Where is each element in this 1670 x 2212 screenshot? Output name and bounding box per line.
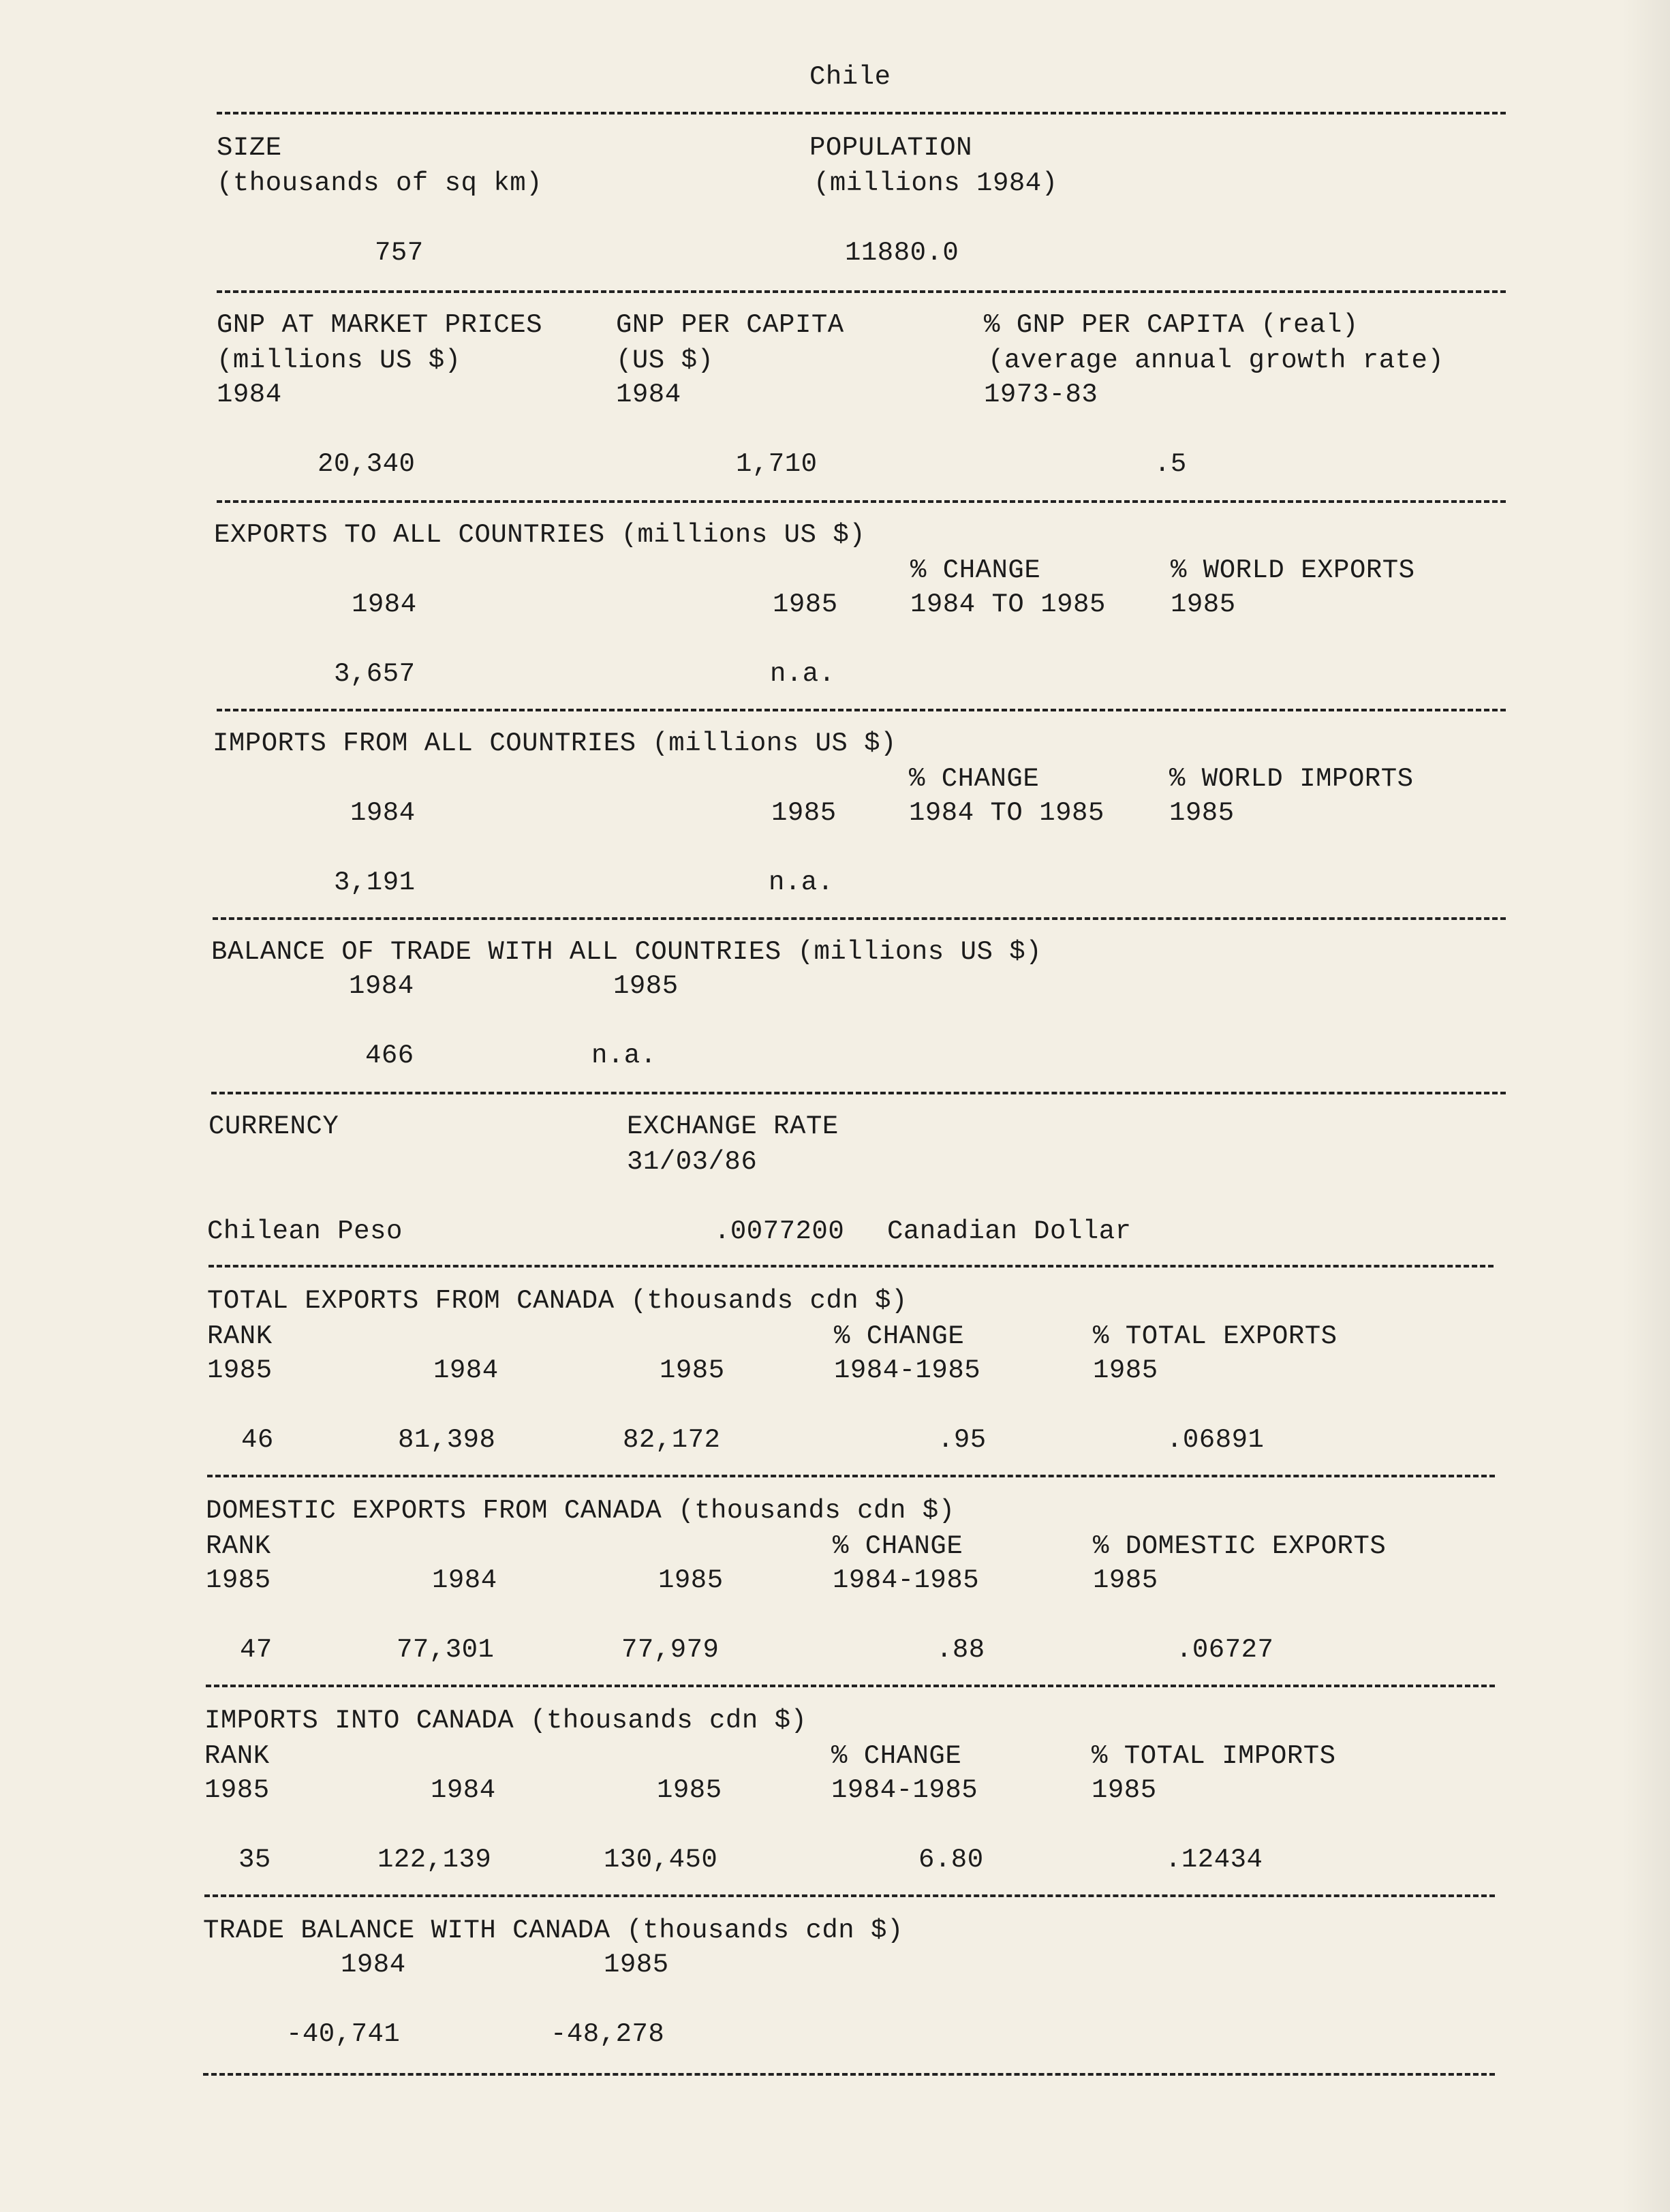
gnp-growth-value: .5 [1154,449,1187,479]
divider [217,112,1506,114]
gnp-capita-unit: (US $) [616,345,714,375]
population-unit: (millions 1984) [814,168,1058,198]
population-label: POPULATION [809,133,973,163]
gnp-market-unit: (millions US $) [217,345,461,375]
imports-canada-rank: 35 [238,1845,271,1875]
total-exports-share-year: 1985 [1093,1355,1158,1385]
total-exports-share-label: % TOTAL EXPORTS [1093,1321,1337,1351]
gnp-market-label: GNP AT MARKET PRICES [217,310,543,340]
total-exports-value2: 82,172 [623,1425,721,1455]
population-value: 11880.0 [845,238,959,268]
exports-all-world-label: % WORLD EXPORTS [1171,555,1415,585]
domestic-exports-change-years: 1984-1985 [833,1565,980,1595]
total-exports-share: .06891 [1166,1425,1265,1455]
imports-canada-share: .12434 [1165,1845,1263,1875]
divider [217,709,1506,711]
divider [213,917,1506,920]
imports-canada-title: IMPORTS INTO CANADA (thousands cdn $) [204,1706,807,1736]
exports-all-value2: n.a. [770,659,835,689]
exchange-rate-label: EXCHANGE RATE [627,1111,839,1141]
domestic-exports-share: .06727 [1176,1635,1274,1665]
exchange-rate-value: .0077200 [714,1216,845,1246]
imports-all-value1: 3,191 [334,867,416,897]
divider [217,290,1506,293]
divider [217,500,1506,503]
imports-all-change-years: 1984 TO 1985 [909,798,1104,828]
domestic-exports-share-year: 1985 [1093,1565,1158,1595]
trade-balance-canada-year2: 1985 [604,1950,669,1980]
balance-all-value1: 466 [365,1041,414,1071]
imports-all-year1: 1984 [350,798,416,828]
balance-all-year2: 1985 [613,971,679,1001]
currency-name: Chilean Peso [207,1216,403,1246]
total-exports-change-label: % CHANGE [834,1321,965,1351]
trade-balance-canada-title: TRADE BALANCE WITH CANADA (thousands cdn $) [203,1916,903,1946]
gnp-capita-label: GNP PER CAPITA [616,310,844,340]
imports-all-world-year: 1985 [1169,798,1235,828]
total-exports-year1: 1984 [433,1355,499,1385]
imports-canada-value2: 130,450 [604,1845,718,1875]
imports-canada-year2: 1985 [657,1775,722,1805]
gnp-growth-unit: (average annual growth rate) [988,345,1444,375]
divider [204,1894,1495,1897]
currency-label: CURRENCY [208,1111,339,1141]
imports-canada-year1: 1984 [431,1775,496,1805]
balance-all-value2: n.a. [591,1041,657,1071]
domestic-exports-year1: 1984 [432,1565,497,1595]
imports-canada-change: 6.80 [918,1845,984,1875]
gnp-capita-value: 1,710 [736,449,818,479]
gnp-market-year: 1984 [217,380,282,410]
imports-canada-rank-year: 1985 [204,1775,270,1805]
balance-all-title: BALANCE OF TRADE WITH ALL COUNTRIES (millions US $) [211,937,1042,967]
exports-all-year2: 1985 [773,589,838,619]
domestic-exports-share-label: % DOMESTIC EXPORTS [1093,1531,1387,1561]
total-exports-rank: 46 [241,1425,274,1455]
gnp-growth-label: % GNP PER CAPITA (real) [984,310,1359,340]
size-value: 757 [375,238,424,268]
gnp-market-value: 20,340 [318,449,416,479]
trade-balance-canada-value1: -40,741 [286,2019,401,2049]
domestic-exports-value1: 77,301 [397,1635,495,1665]
exports-all-value1: 3,657 [334,659,416,689]
trade-balance-canada-value2: -48,278 [551,2019,665,2049]
divider [206,1685,1495,1687]
imports-all-change-label: % CHANGE [909,764,1040,794]
balance-all-year1: 1984 [349,971,414,1001]
domestic-exports-rank-label: RANK [206,1531,271,1561]
imports-canada-share-label: % TOTAL IMPORTS [1092,1741,1336,1771]
domestic-exports-change: .88 [936,1635,985,1665]
domestic-exports-value2: 77,979 [621,1635,720,1665]
exports-all-world-year: 1985 [1171,589,1236,619]
total-exports-title: TOTAL EXPORTS FROM CANADA (thousands cdn $) [207,1286,908,1316]
total-exports-change-years: 1984-1985 [834,1355,981,1385]
total-exports-value1: 81,398 [398,1425,496,1455]
exchange-rate-unit: Canadian Dollar [887,1216,1132,1246]
domestic-exports-title: DOMESTIC EXPORTS FROM CANADA (thousands cdn $) [206,1496,955,1526]
trade-balance-canada-year1: 1984 [341,1950,406,1980]
gnp-growth-years: 1973-83 [984,380,1098,410]
imports-all-value2: n.a. [769,867,834,897]
domestic-exports-change-label: % CHANGE [833,1531,963,1561]
total-exports-rank-year: 1985 [207,1355,273,1385]
total-exports-rank-label: RANK [207,1321,273,1351]
total-exports-year2: 1985 [660,1355,725,1385]
domestic-exports-rank: 47 [240,1635,273,1665]
exports-all-change-years: 1984 TO 1985 [910,589,1106,619]
domestic-exports-year2: 1985 [658,1565,724,1595]
divider [211,1092,1506,1094]
imports-canada-share-year: 1985 [1092,1775,1157,1805]
exports-all-title: EXPORTS TO ALL COUNTRIES (millions US $) [214,520,866,550]
page-edge-shadow [1622,0,1670,2212]
imports-all-title: IMPORTS FROM ALL COUNTRIES (millions US $) [213,728,897,758]
country-title: Chile [809,62,891,92]
imports-all-year2: 1985 [771,798,837,828]
size-label: SIZE [217,133,282,163]
imports-canada-change-years: 1984-1985 [831,1775,978,1805]
gnp-capita-year: 1984 [616,380,681,410]
divider [203,2073,1495,2076]
divider [207,1475,1495,1477]
total-exports-change: .95 [938,1425,987,1455]
divider [208,1265,1494,1268]
imports-canada-change-label: % CHANGE [831,1741,962,1771]
exports-all-change-label: % CHANGE [910,555,1041,585]
imports-all-world-label: % WORLD IMPORTS [1169,764,1414,794]
exports-all-year1: 1984 [352,589,417,619]
imports-canada-value1: 122,139 [377,1845,492,1875]
exchange-rate-date: 31/03/86 [627,1147,758,1177]
imports-canada-rank-label: RANK [204,1741,270,1771]
size-unit: (thousands of sq km) [217,168,543,198]
domestic-exports-rank-year: 1985 [206,1565,271,1595]
